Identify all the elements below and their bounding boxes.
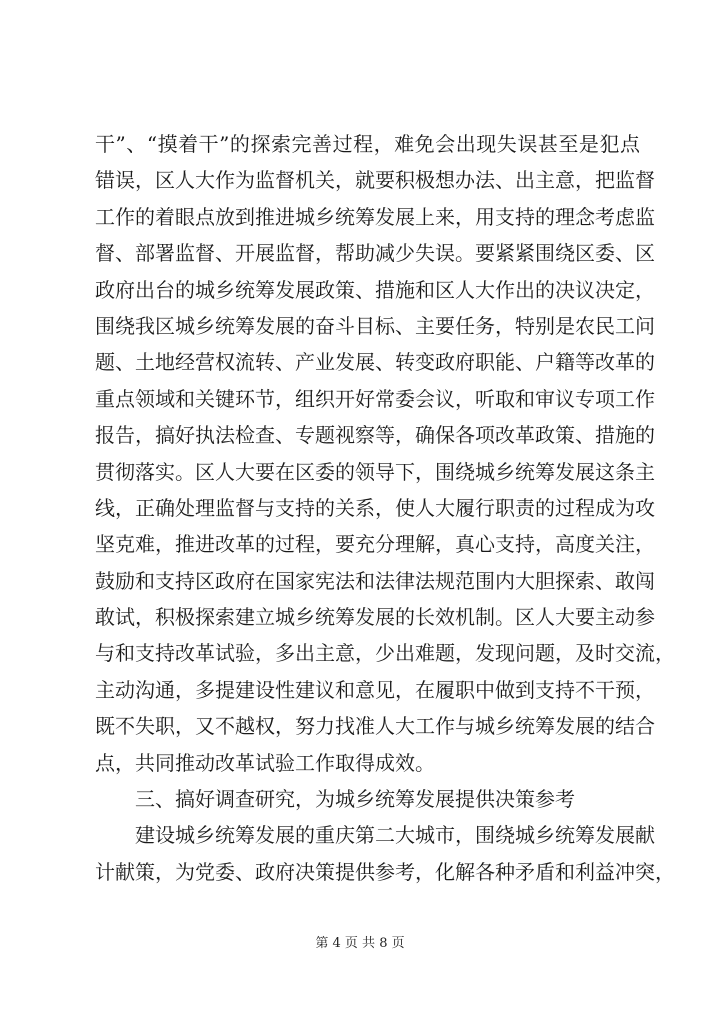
text-line: 线，正确处理监督与支持的关系，使人大履行职责的过程成为攻 <box>95 495 655 520</box>
page-number-footer: 第 4 页 共 8 页 <box>315 936 405 951</box>
text-line: 主动沟通，多提建设性建议和意见，在履职中做到支持不干预， <box>95 677 655 702</box>
text-line: 督、部署监督、开展监督，帮助减少失误。要紧紧围绕区委、区 <box>95 241 655 266</box>
text-line: 与和支持改革试验，多出主意，少出难题，发现问题，及时交流， <box>95 641 675 666</box>
text-line: 围绕我区城乡统筹发展的奋斗目标、主要任务，特别是农民工问 <box>95 313 655 338</box>
text-line: 错误，区人大作为监督机关，就要积极想办法、出主意，把监督 <box>95 168 655 193</box>
text-line: 报告，搞好执法检查、专题视察等，确保各项改革政策、措施的 <box>95 423 655 448</box>
text-line: 点，共同推动改革试验工作取得成效。 <box>95 750 435 775</box>
text-line: 既不失职，又不越权，努力找准人大工作与城乡统筹发展的结合 <box>95 714 655 739</box>
paragraph-second-line: 计献策，为党委、政府决策提供参考，化解各种矛盾和利益冲突， <box>95 859 675 884</box>
text-line: 题、土地经营权流转、产业发展、转变政府职能、户籍等改革的 <box>95 350 655 375</box>
text-line: 政府出台的城乡统筹发展政策、措施和区人大作出的决议决定， <box>95 277 655 302</box>
body-text <box>95 126 675 890</box>
section-heading: 三、搞好调查研究，为城乡统筹发展提供决策参考 <box>135 787 575 812</box>
text-line: 敢试，积极探索建立城乡统筹发展的长效机制。区人大要主动参 <box>95 605 655 630</box>
text-line: 坚克难，推进改革的过程，要充分理解，真心支持，高度关注， <box>95 532 655 557</box>
text-line: 重点领域和关键环节，组织开好常委会议，听取和审议专项工作 <box>95 386 655 411</box>
text-line: 鼓励和支持区政府在国家宪法和法律法规范围内大胆探索、敢闯 <box>95 568 655 593</box>
paragraph-first-line: 建设城乡统筹发展的重庆第二大城市，围绕城乡统筹发展献 <box>135 823 655 848</box>
text-line: 贯彻落实。区人大要在区委的领导下，围绕城乡统筹发展这条主 <box>95 459 655 484</box>
text-line: 干”、“摸着干”的探索完善过程，难免会出现失误甚至是犯点 <box>95 132 640 156</box>
text-line: 工作的着眼点放到推进城乡统筹发展上来，用支持的理念考虑监 <box>95 204 655 229</box>
